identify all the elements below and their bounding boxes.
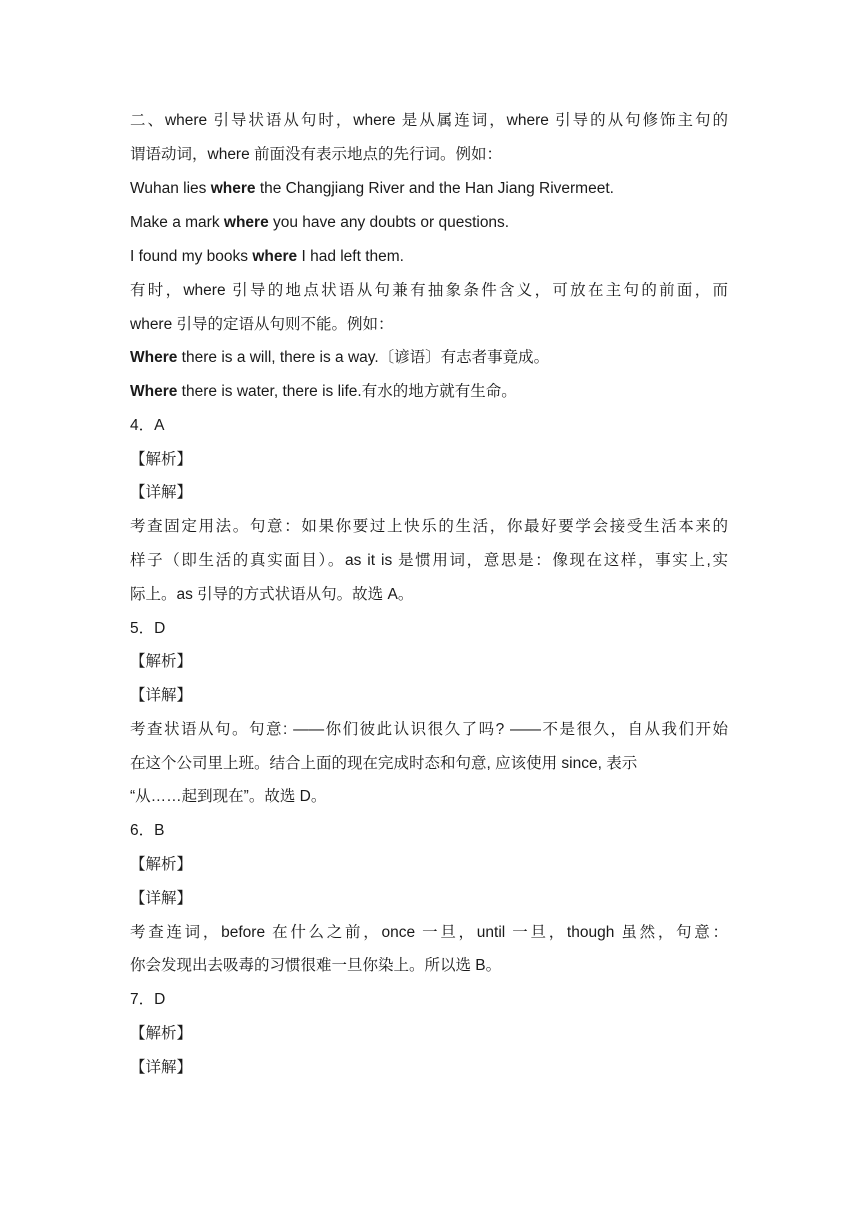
- bold-keyword: where: [252, 248, 298, 265]
- answer-4-analysis-label: 【解析】: [130, 451, 193, 468]
- answer-6-explanation-line-2: 你会发现出去吸毒的习惯很难一旦你染上。所以选 B。: [130, 957, 502, 974]
- answer-4-explanation-line-2: 样子（即生活的真实面目）。as it is 是惯用词，意思是：像现在这样，事实上,实: [130, 552, 728, 569]
- answer-7-analysis-label: 【解析】: [130, 1025, 193, 1042]
- answer-4-explanation-line-3: 际上。as 引导的方式状语从句。故选 A。: [130, 586, 414, 603]
- example-text: I had left them.: [297, 248, 404, 265]
- answer-7-number: 7．D: [130, 991, 166, 1008]
- answer-4-detail-label: 【详解】: [130, 484, 193, 501]
- answer-5-explanation-line-3: “从……起到现在”。故选 D。: [130, 788, 327, 805]
- example-sentence-5: [130, 382, 517, 402]
- example-text: I found my books: [130, 248, 253, 265]
- example-sentence-1: [130, 179, 614, 199]
- answer-6-detail-label: 【详解】: [130, 890, 193, 907]
- answer-6-analysis-label: 【解析】: [130, 856, 193, 873]
- paragraph-condition-line-1: 有时，where 引导的地点状语从句兼有抽象条件含义，可放在主句的前面，而: [130, 282, 728, 299]
- answer-7-detail-label: 【详解】: [130, 1059, 193, 1076]
- bold-keyword: where: [223, 214, 269, 231]
- answer-4-number: 4．A: [130, 417, 165, 434]
- paragraph-where-adverbial-line-2: 谓语动词，where 前面没有表示地点的先行词。例如：: [130, 146, 503, 163]
- answer-5-analysis-label: 【解析】: [130, 653, 193, 670]
- example-text: Wuhan lies: [130, 180, 211, 197]
- example-text: you have any doubts or questions.: [268, 214, 510, 231]
- answer-5-number: 5．D: [130, 620, 166, 637]
- answer-4-explanation-line-1: 考查固定用法。句意：如果你要过上快乐的生活，你最好要学会接受生活本来的: [130, 518, 728, 535]
- paragraph-where-adverbial-line-1: 二、where 引导状语从句时，where 是从属连词，where 引导的从句修饰主句的: [130, 112, 728, 129]
- example-text: there is a will, there is a way.〔谚语〕有志者事竟成。: [177, 349, 550, 366]
- example-sentence-3: [130, 247, 404, 267]
- bold-keyword: Where: [130, 383, 178, 400]
- example-sentence-4: [130, 348, 549, 368]
- answer-6-number: 6．B: [130, 822, 165, 839]
- answer-6-explanation-line-1: 考查连词，before 在什么之前，once 一旦，until 一旦，though 虽然，句意：: [130, 924, 728, 941]
- answer-5-explanation-line-1: 考查状语从句。句意: ——你们彼此认识很久了吗? ——不是很久，自从我们开始: [130, 721, 728, 738]
- example-text: the Changjiang River and the Han Jiang Rivermeet.: [255, 180, 614, 197]
- example-text: there is water, there is life.有水的地方就有生命。: [177, 383, 517, 400]
- bold-keyword: where: [210, 180, 256, 197]
- example-text: Make a mark: [130, 214, 224, 231]
- answer-5-explanation-line-2: 在这个公司里上班。结合上面的现在完成时态和句意, 应该使用 since, 表示: [130, 755, 638, 772]
- paragraph-condition-line-2: where 引导的定语从句则不能。例如：: [130, 316, 394, 333]
- answer-5-detail-label: 【详解】: [130, 687, 193, 704]
- example-sentence-2: [130, 213, 509, 233]
- bold-keyword: Where: [130, 349, 178, 366]
